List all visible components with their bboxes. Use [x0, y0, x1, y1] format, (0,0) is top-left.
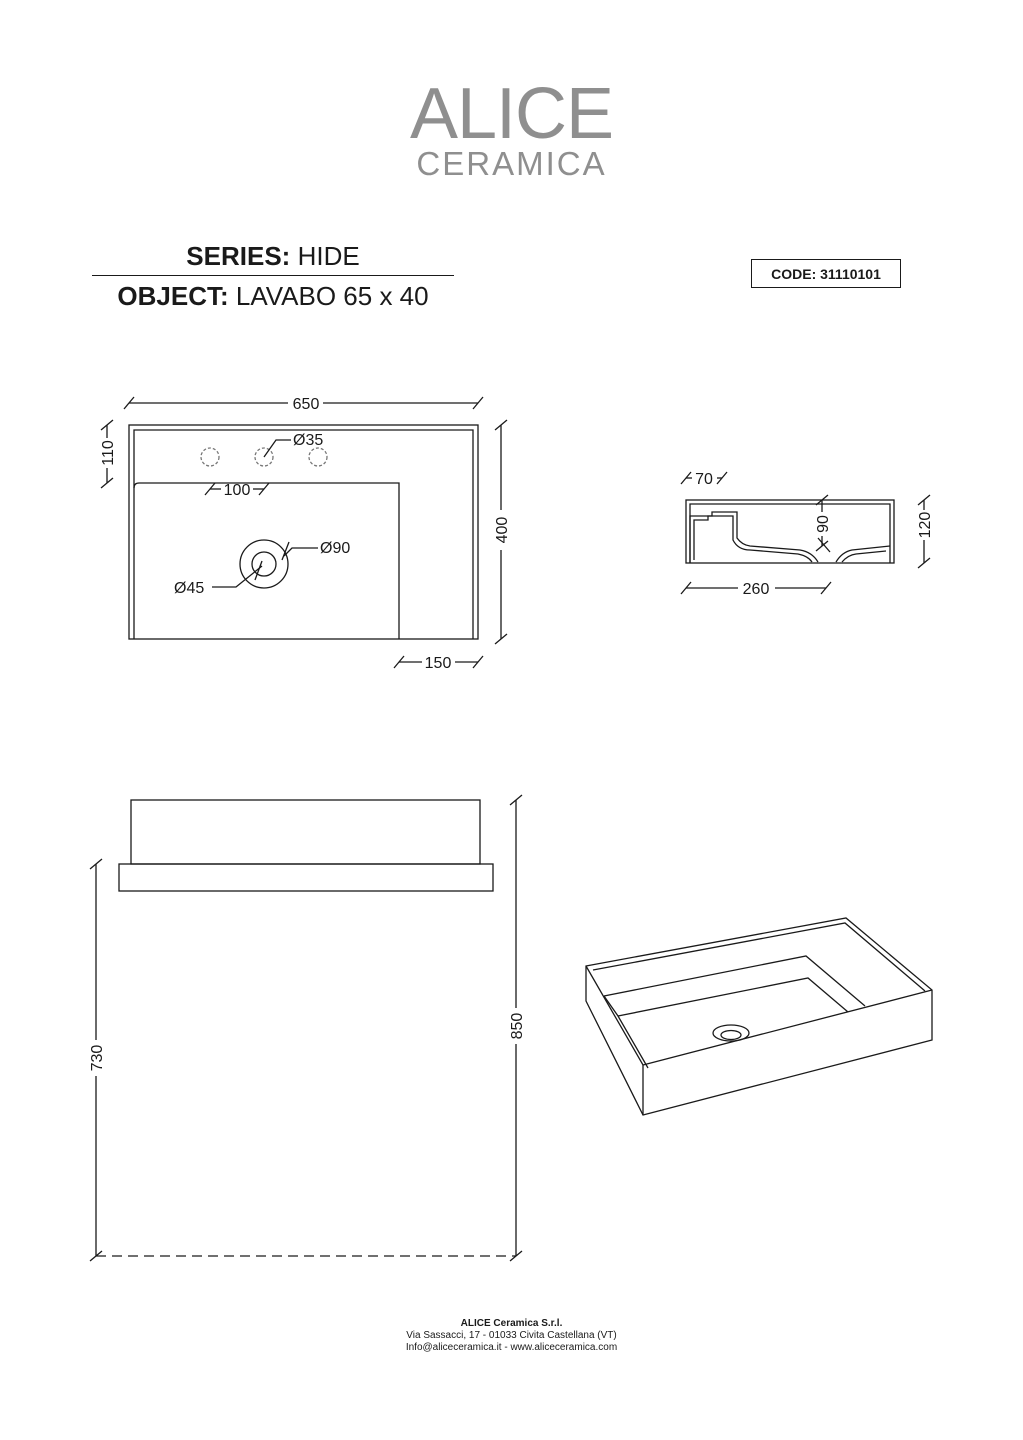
- label-top-depth: 400: [494, 516, 511, 544]
- perspective-rim-inner: [593, 923, 925, 991]
- label-section-rim: 70: [695, 471, 713, 488]
- leader-drain-inner: [212, 566, 262, 587]
- footer-contacts: Info@aliceceramica.it - www.aliceceramica.com: [405, 1342, 618, 1353]
- label-drain-outer-dia: Ø90: [320, 540, 351, 557]
- label-section-bowl: 260: [742, 581, 770, 598]
- label-drain-inner-dia: Ø45: [174, 580, 205, 597]
- footer-address: Via Sassacci, 17 - 01033 Civita Castellana (VT): [406, 1330, 617, 1341]
- logo-text-bottom: CERAMICA: [416, 145, 607, 182]
- object-value: LAVABO 65 x 40: [235, 281, 429, 311]
- logo-text-top: ALICE: [409, 74, 614, 154]
- series-row: SERIES: HIDE: [186, 241, 360, 271]
- footer-company: ALICE Ceramica S.r.l.: [460, 1318, 563, 1329]
- perspective-bowl-left: [604, 996, 648, 1068]
- leader-drain-outer: [284, 548, 318, 556]
- label-top-width: 650: [292, 396, 320, 413]
- object-row: OBJECT: LAVABO 65 x 40: [117, 281, 429, 311]
- tap-hole-left: [201, 448, 219, 466]
- label-section-depth: 90: [815, 515, 832, 533]
- drain-inner-circle: [252, 552, 276, 576]
- top-view-inner-rim: [134, 430, 473, 639]
- perspective-drain-inner: [721, 1031, 741, 1040]
- label-tap-offset: 110: [100, 440, 117, 466]
- top-view-basin: [134, 483, 399, 639]
- top-view: [129, 425, 478, 639]
- tap-hole-right: [309, 448, 327, 466]
- series-value: HIDE: [297, 241, 360, 271]
- label-section-height: 120: [917, 511, 934, 539]
- label-floor-to-rim: 850: [509, 1012, 526, 1040]
- label-floor-to-counter: 730: [89, 1044, 106, 1072]
- section-left-wall: [690, 512, 818, 563]
- section-view: [686, 500, 894, 563]
- top-view-outline: [129, 425, 478, 639]
- perspective-bowl-back: [604, 956, 865, 1006]
- perspective-drain-outer: [713, 1025, 749, 1041]
- perspective-outline: [586, 918, 932, 1115]
- drain-outer-circle: [240, 540, 288, 588]
- front-counter: [119, 864, 493, 891]
- object-label: OBJECT: [117, 281, 220, 311]
- label-tap-hole-dia: Ø35: [293, 432, 324, 449]
- section-right-bottom-inner: [842, 551, 886, 562]
- product-code-box: CODE: 31110101: [751, 259, 901, 288]
- front-basin: [131, 800, 480, 864]
- perspective-view: [586, 918, 932, 1115]
- series-label: SERIES: [186, 241, 282, 271]
- section-left-wall-inner: [694, 516, 812, 562]
- label-tap-spacing: 100: [223, 482, 251, 499]
- front-view: [96, 800, 516, 1256]
- label-shelf-width: 150: [424, 655, 452, 672]
- footer: [0, 1318, 1023, 1354]
- perspective-bowl-inner: [618, 978, 848, 1016]
